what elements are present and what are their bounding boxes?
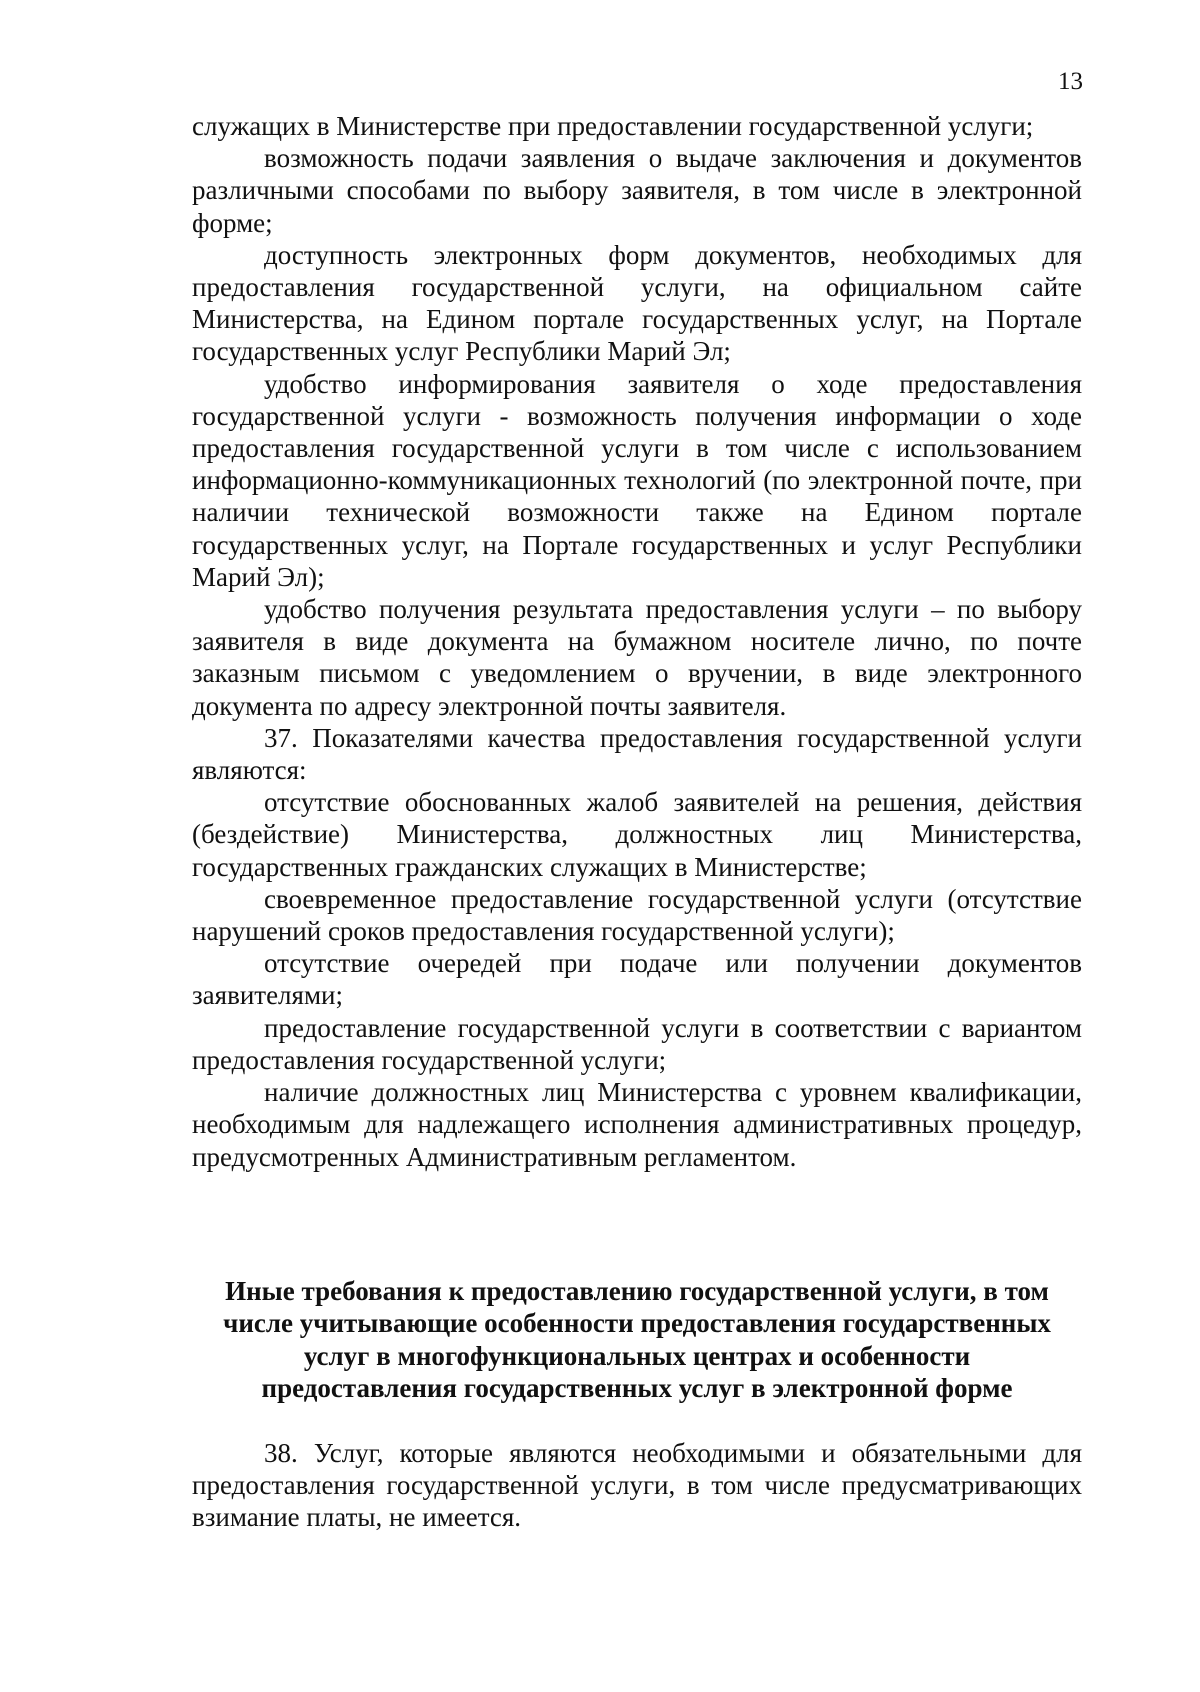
page-number: 13 bbox=[1058, 68, 1083, 95]
paragraph-informing: удобство информирования заявителя о ходе предоставления государственной услуги - возможность получения информации о ходе предоставления государственной услуги в том числе с использованием информационно-коммуникационных технологий (по электронной почте, при наличии технической возможности также на Едином портале государственных услуг, на Портале государственных и услуг Республики Марий Эл); bbox=[192, 368, 1082, 592]
paragraph-qualified-staff: наличие должностных лиц Министерства с уровнем квалификации, необходимым для надлежащего исполнения административных процедур, предусмотренных Административным регламентом. bbox=[192, 1077, 1082, 1172]
section-heading bbox=[192, 1275, 1082, 1405]
paragraph-no-queues: отсутствие очередей при подаче или получении документов заявителями; bbox=[192, 948, 1082, 1011]
section-heading-line: предоставления государственных услуг в электронной форме bbox=[261, 1373, 1013, 1404]
paragraph-continuation: служащих в Министерстве при предоставлении государственной услуги; bbox=[192, 111, 1034, 141]
paragraph-timely-provision: своевременное предоставление государственной услуги (отсутствие нарушений сроков предоставления государственной услуги); bbox=[192, 883, 1082, 947]
paragraph-no-complaints: отсутствие обоснованных жалоб заявителей на решения, действия (бездействие) Министерства, должностных лиц Министерства, государственных гражданских служащих в Министерстве; bbox=[192, 787, 1082, 882]
body-text bbox=[192, 110, 1082, 1173]
paragraph-submission-methods: возможность подачи заявления о выдаче заключения и документов различными способами по выбору заявителя, в том числе в электронной форме; bbox=[192, 143, 1082, 238]
section-heading-line: услуг в многофункциональных центрах и особенности bbox=[303, 1340, 971, 1371]
paragraph-38-no-mandatory-services: 38. Услуг, которые являются необходимыми и обязательными для предоставления государственной услуги, в том числе предусматривающих взимание платы, не имеется. bbox=[192, 1438, 1082, 1533]
paragraph-37-quality-indicators: 37. Показателями качества предоставления государственной услуги являются: bbox=[192, 722, 1082, 786]
section-heading-line: Иные требования к предоставлению государственной услуги, в том bbox=[225, 1276, 1049, 1306]
paragraph-result-receipt: удобство получения результата предоставления услуги – по выбору заявителя в виде документа на бумажном носителе лично, по почте заказным письмом с уведомлением о вручении, в виде электронного документа по адресу электронной почты заявителя. bbox=[192, 594, 1082, 721]
paragraph-service-variant: предоставление государственной услуги в соответствии с вариантом предоставления государственной услуги; bbox=[192, 1012, 1082, 1075]
section-heading-line: числе учитывающие особенности предоставления государственных bbox=[223, 1308, 1051, 1339]
paragraph-electronic-forms: доступность электронных форм документов, необходимых для предоставления государственной услуги, на официальном сайте Министерства, на Едином портале государственных услуг, на Портале государственных услуг Республики Марий Эл; bbox=[192, 239, 1082, 367]
final-text bbox=[192, 1437, 1082, 1534]
